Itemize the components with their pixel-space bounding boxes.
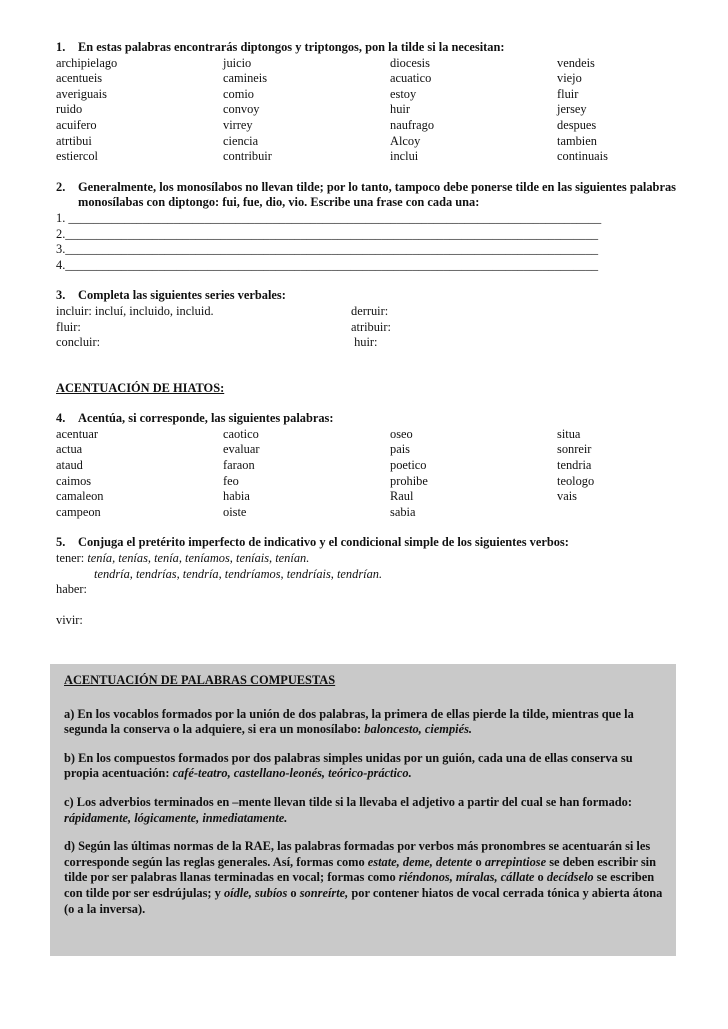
verb-series-item: derruir:	[351, 303, 389, 318]
word-cell: tambien	[557, 133, 597, 148]
word-cell	[557, 505, 680, 521]
question-2-heading	[56, 180, 680, 211]
verb-series-item: huir:	[351, 335, 378, 350]
rule-d-example: oídle, subíos	[223, 885, 288, 900]
word-cell: situa	[557, 426, 581, 441]
verb-series-item: fluir:	[56, 319, 81, 334]
word-cell: continuais	[557, 149, 608, 164]
rule-b-text: b) En los compuestos formados por dos palabras simples unidas por un guión, cada una de ellas conserva su propia acentuación:	[64, 750, 633, 781]
compound-words-box	[50, 664, 676, 956]
word-cell: ciencia	[223, 133, 259, 148]
word-cell: vendeis	[557, 55, 595, 70]
tener-imperfect: tenía, tenías, tenía, teníamos, teníais, tenían.	[87, 551, 310, 566]
word-cell: poetico	[390, 458, 427, 473]
tener-conjugation	[56, 551, 680, 567]
word-cell: tendria	[557, 458, 592, 473]
verb-series-item: incluir: incluí, incluido, incluid.	[56, 303, 214, 318]
word-cell: oseo	[390, 426, 413, 441]
verb-series	[56, 304, 680, 351]
question-3-heading	[56, 288, 680, 304]
verb-series-item: atribuir:	[351, 319, 391, 334]
word-cell: actua	[56, 442, 83, 457]
worksheet	[56, 40, 680, 628]
rule-a-text: a) En los vocablos formados por la unión de dos palabras, la primera de ellas pierde la tilde, mientras que la segunda la conserva o la adquiere, si era un monosílabo:	[64, 706, 634, 737]
word-cell: comio	[223, 86, 254, 101]
word-cell: campeon	[56, 504, 101, 519]
word-cell: averiguais	[56, 86, 107, 101]
word-cell: faraon	[223, 458, 255, 473]
question-1-heading	[56, 40, 680, 56]
rule-d-example: arrepintiose	[484, 854, 547, 869]
rule-d-example: decídselo	[546, 870, 594, 885]
word-cell: ataud	[56, 458, 83, 473]
rule-d-example: sonreírte,	[299, 885, 349, 900]
answer-line-3[interactable]: 3.______________________________________________________________________________________	[56, 242, 599, 257]
word-cell: Alcoy	[390, 133, 421, 148]
rule-a	[64, 707, 666, 738]
word-cell: contribuir	[223, 149, 272, 164]
tener-conditional: tendría, tendrías, tendría, tendríamos, tendríais, tendrían.	[94, 566, 383, 581]
word-cell: atrtibui	[56, 133, 92, 148]
word-cell: caimos	[56, 473, 92, 488]
word-cell: archipielago	[56, 55, 118, 70]
answer-line-4[interactable]: 4.______________________________________________________________________________________	[56, 257, 599, 272]
rule-c-text: c) Los adverbios terminados en –mente llevan tilde si la llevaba el adjetivo a partir del cual se han formado:	[64, 794, 632, 809]
question-number: 1.	[56, 40, 66, 54]
word-cell: huir	[390, 102, 410, 117]
rule-c-examples: rápidamente, lógicamente, inmediatamente.	[64, 810, 288, 825]
answer-line-1[interactable]: 1. ______________________________________________________________________________________	[56, 210, 602, 225]
rule-d-text: d) Según las últimas normas de la RAE, las palabras formadas por verbos más pronombres se acentuarán si les corresponde según las reglas generales. Así, formas como	[64, 839, 651, 869]
word-cell: prohibe	[390, 473, 428, 488]
haber-label: haber:	[56, 582, 87, 597]
word-cell: naufrago	[390, 117, 435, 132]
word-cell: pais	[390, 442, 410, 457]
word-cell: juicio	[223, 55, 252, 70]
question-text: Generalmente, los monosílabos no llevan tilde; por lo tanto, tampoco debe ponerse tilde en las siguientes palabras monosílabas con diptongo: fui, fue, dio, vio. Escribe una frase con cada una:	[78, 179, 676, 210]
question-text: Conjuga el pretérito imperfecto de indicativo y el condicional simple de los siguientes verbos:	[78, 535, 569, 550]
word-cell: camaleon	[56, 489, 104, 504]
word-cell: feo	[223, 473, 239, 488]
rule-b-examples: café-teatro, castellano-leonés, teórico-práctico.	[172, 766, 412, 781]
rule-d-text: o	[537, 870, 544, 885]
word-cell: despues	[557, 117, 597, 132]
answer-line-2[interactable]: 2.______________________________________________________________________________________	[56, 226, 599, 241]
question-number: 5.	[56, 535, 66, 550]
word-cell: convoy	[223, 102, 260, 117]
question-number: 4.	[56, 411, 66, 426]
word-cell: virrey	[223, 117, 253, 132]
compound-words-heading: ACENTUACIÓN DE PALABRAS COMPUESTAS	[64, 673, 336, 687]
question-number: 2.	[56, 179, 66, 194]
word-cell: fluir	[557, 86, 579, 101]
word-cell: caotico	[223, 426, 259, 441]
hiatos-heading: ACENTUACIÓN DE HIATOS:	[56, 380, 225, 395]
word-cell: diocesis	[390, 55, 430, 70]
tener-conditional-line	[56, 567, 680, 583]
word-cell: jersey	[557, 102, 587, 117]
vivir-label: vivir:	[56, 612, 83, 627]
word-cell: acuifero	[56, 117, 97, 132]
word-cell: teologo	[557, 473, 595, 488]
question-text: Completa las siguientes series verbales:	[78, 288, 286, 303]
rule-d-text: o	[290, 885, 297, 900]
word-cell: camineis	[223, 71, 268, 86]
word-cell: acentueis	[56, 71, 103, 86]
word-cell: sonreir	[557, 442, 592, 457]
word-cell: oiste	[223, 504, 247, 519]
word-cell: acentuar	[56, 426, 98, 441]
word-cell: acuatico	[390, 71, 432, 86]
word-cell: inclui	[390, 149, 419, 164]
rule-d-text: se escriben con tilde por ser esdrújulas; y	[64, 870, 655, 900]
verb-label: tener:	[56, 551, 85, 566]
rule-d-example: estate, deme, detente	[367, 854, 473, 869]
word-cell: estiercol	[56, 149, 98, 164]
word-cell: ruido	[56, 102, 83, 117]
rule-d-text: se deben escribir sin tilde por ser palabras llanas terminadas en vocal; formas como	[64, 854, 657, 885]
word-cell: evaluar	[223, 442, 260, 457]
rule-d-example: riéndonos, míralas, cállate	[398, 870, 535, 885]
question-text: Acentúa, si corresponde, las siguientes palabras:	[78, 411, 334, 426]
word-cell: vais	[557, 489, 577, 504]
question-4-heading	[56, 411, 680, 427]
rule-d-text: por contener hiatos de vocal cerrada tónica y abierta átona (o a la inversa).	[64, 885, 663, 916]
rule-c	[64, 795, 666, 826]
word-cell: estoy	[390, 86, 417, 101]
word-cell: viejo	[557, 71, 582, 86]
word-cell: habia	[223, 489, 250, 504]
question-5-heading	[56, 535, 680, 551]
word-cell: sabia	[390, 504, 416, 519]
hiatos-word-table	[56, 427, 680, 521]
rule-a-examples: baloncesto, ciempiés.	[364, 722, 473, 737]
verb-series-item: concluir:	[56, 335, 101, 350]
question-text: En estas palabras encontrarás diptongos y triptongos, pon la tilde si la necesitan:	[78, 40, 505, 54]
rule-b	[64, 751, 666, 782]
rule-d-text: o	[475, 854, 482, 869]
question-number: 3.	[56, 288, 66, 303]
word-cell: Raul	[390, 489, 414, 504]
rule-d	[64, 839, 666, 917]
diptongos-word-table	[56, 56, 680, 165]
